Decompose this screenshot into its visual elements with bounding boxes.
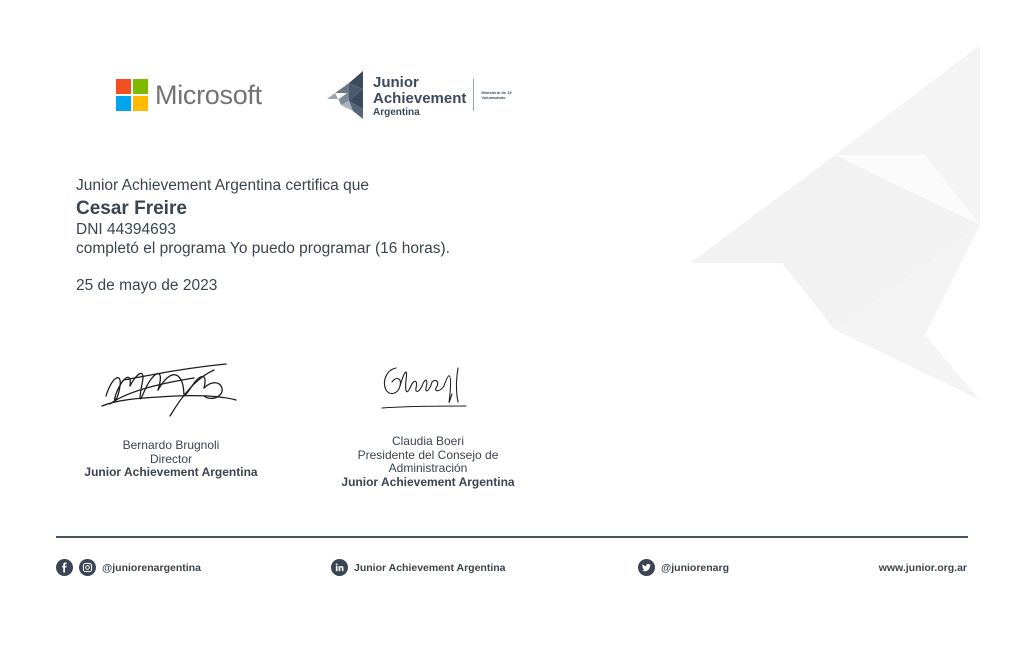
- signatory-2-organization: Junior Achievement Argentina: [341, 474, 515, 489]
- ja-ministry-label: Ministerio de 15 Voluntariado: [481, 90, 512, 100]
- program-statement: completó el programa Yo puedo programar (16 horas).: [76, 240, 450, 257]
- microsoft-grid-icon: [116, 79, 148, 111]
- ja-logo-line1: Junior: [373, 73, 419, 91]
- signature-claudia-boeri: [378, 360, 470, 412]
- signatory-1-organization: Junior Achievement Argentina: [84, 465, 258, 479]
- microsoft-wordmark: Microsoft: [155, 79, 262, 110]
- certificate-body: [76, 177, 450, 295]
- twitter-handle[interactable]: @juniorenarg: [661, 561, 729, 574]
- ja-logo-divider: [473, 79, 474, 111]
- signatory-block-1: [71, 439, 271, 480]
- certificate-date: 25 de mayo de 2023: [76, 277, 218, 294]
- ja-logo-line2: Achievement: [373, 89, 467, 107]
- microsoft-logo: [116, 79, 262, 111]
- watermark-graphic: [690, 45, 980, 405]
- junior-achievement-mark-icon: [327, 71, 367, 119]
- recipient-name: Cesar Freire: [76, 198, 187, 219]
- linkedin-label[interactable]: Junior Achievement Argentina: [354, 561, 506, 574]
- certificate-intro: Junior Achievement Argentina certifica que: [76, 177, 369, 194]
- footer-divider: [56, 536, 968, 538]
- website-link[interactable]: www.junior.org.ar: [878, 562, 967, 574]
- footer-twitter[interactable]: [638, 559, 729, 576]
- social-handle[interactable]: @juniorenargentina: [102, 561, 201, 574]
- signature-bernardo-brugnoli: [96, 356, 241, 418]
- footer-social-facebook-instagram[interactable]: [56, 559, 201, 576]
- recipient-dni: DNI 44394693: [76, 221, 176, 238]
- signatory-1-name: Bernardo Brugnoli: [122, 438, 220, 452]
- facebook-icon[interactable]: [56, 559, 73, 576]
- instagram-icon[interactable]: [79, 559, 96, 576]
- footer-linkedin[interactable]: [331, 559, 506, 576]
- ja-logo-line3: Argentina: [373, 106, 420, 118]
- signatory-1-title: Director: [149, 451, 192, 466]
- junior-achievement-logo: [327, 71, 515, 119]
- signatory-2-name: Claudia Boeri: [391, 434, 465, 448]
- linkedin-icon[interactable]: [331, 559, 348, 576]
- twitter-icon[interactable]: [638, 559, 655, 576]
- signatory-2-title: Presidente del Consejo de Administración: [357, 447, 499, 475]
- signatory-block-2: [318, 435, 538, 489]
